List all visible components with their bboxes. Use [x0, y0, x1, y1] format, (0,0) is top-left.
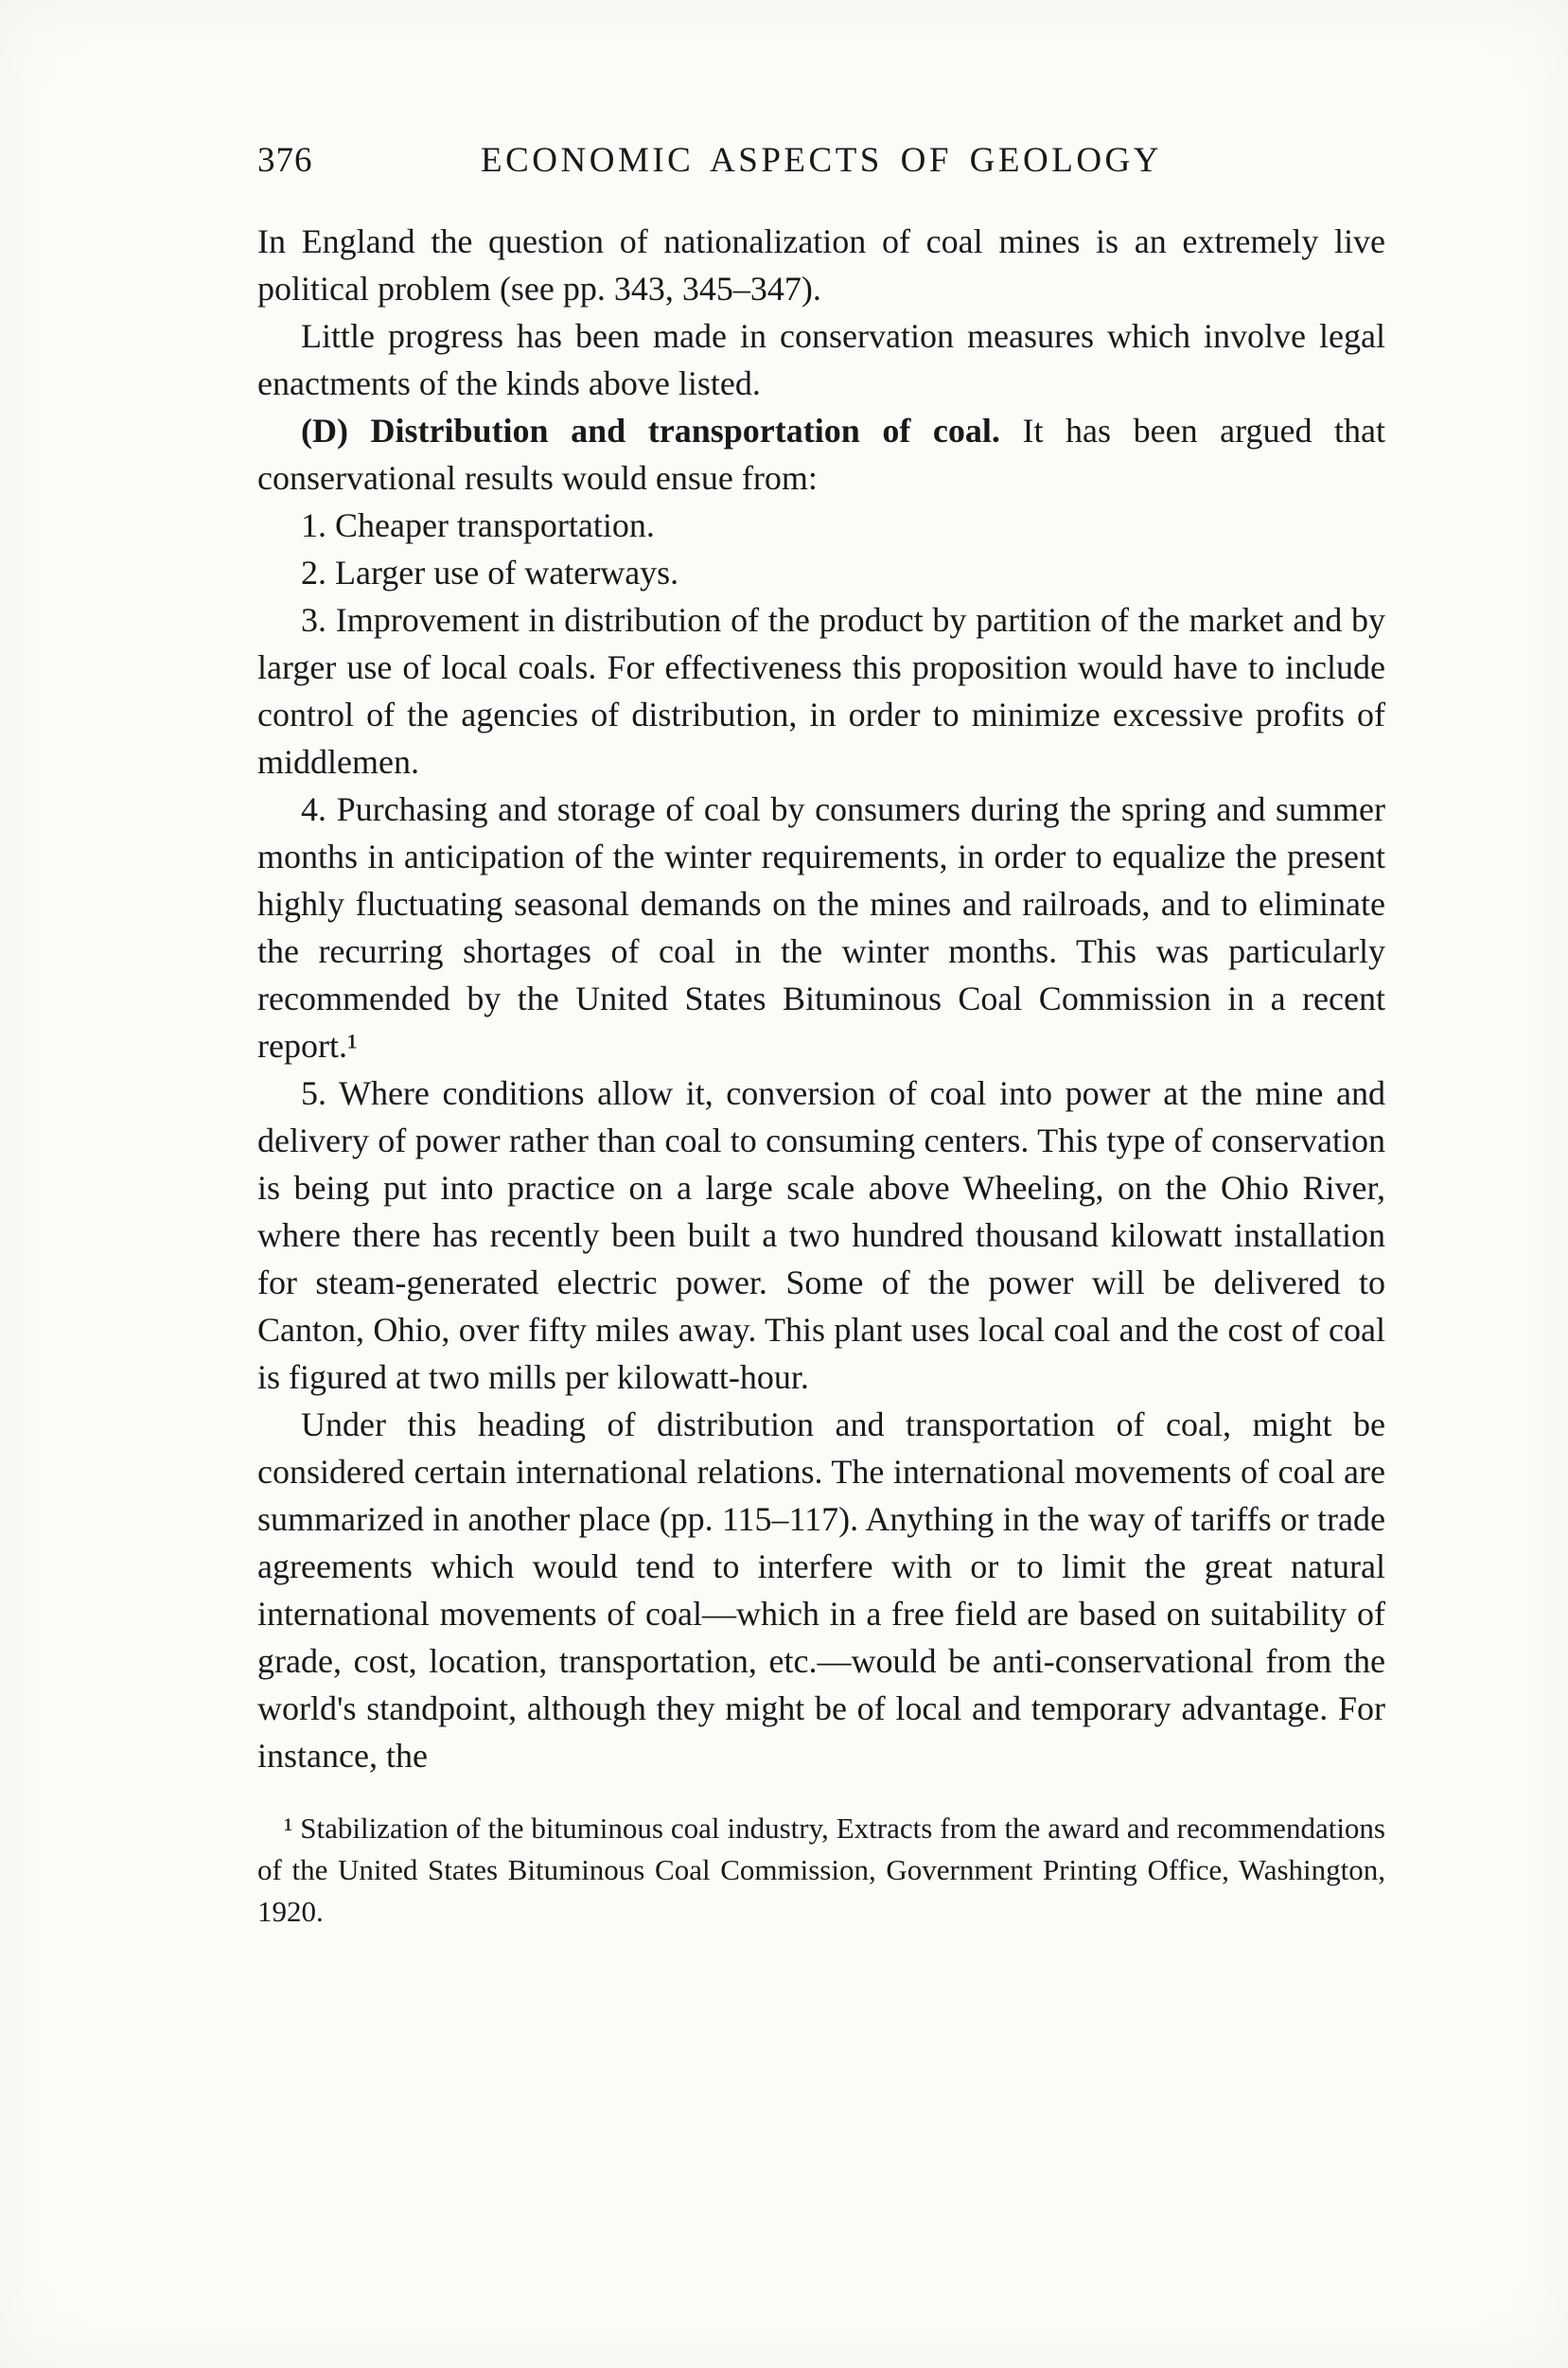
list-item-3: 3. Improvement in distribution of the product by partition of the market and by larger use of local coals. For effectiveness this proposition would have to include control of the agencies of distribution, in order to minimize excessive profits of middlemen.	[257, 601, 1385, 781]
page-number: 376	[257, 141, 313, 180]
paragraph-nationalization: In England the question of nationalization of coal mines is an extremely live political problem (see pp. 343, 345–347).	[257, 222, 1385, 308]
bold-section-lead: (D) Distribution and transportation of coal.	[301, 412, 1000, 450]
footnote: ¹ Stabilization of the bituminous coal industry, Extracts from the award and recommendations of the United States Bituminous Coal Commission, Government Printing Office, Washington, 1920.	[257, 1811, 1385, 1928]
paragraph-little-progress: Little progress has been made in conservation measures which involve legal enactments of the kinds above listed.	[257, 317, 1385, 402]
running-header-title: ECONOMIC ASPECTS OF GEOLOGY	[481, 141, 1162, 180]
list-item-4: 4. Purchasing and storage of coal by consumers during the spring and summer months in anticipation of the winter requirements, in order to equalize the present highly fluctuating seasonal demands on the mines and railroads, and to eliminate the recurring shortages of coal in the winter months. This was particularly recommended by the United States Bituminous Coal Commission in a recent report.¹	[257, 790, 1385, 1065]
running-header	[257, 140, 1385, 186]
list-item-2: 2. Larger use of waterways.	[301, 554, 679, 592]
paragraph-distribution-heading	[257, 407, 1385, 502]
paragraph-heading-text: It has been argued that conservational results would ensue from:	[257, 412, 1385, 497]
list-item-1: 1. Cheaper transportation.	[301, 506, 655, 544]
list-item-5: 5. Where conditions allow it, conversion of coal into power at the mine and delivery of power rather than coal to consuming centers. This type of conservation is being put into practice on a large scale above Wheeling, on the Ohio River, where there has recently been built a two hundred thousand kilowatt installation for steam-generated electric power. Some of the power will be delivered to Canton, Ohio, over fifty miles away. This plant uses local coal and the cost of coal is figured at two mills per kilowatt-hour.	[257, 1074, 1385, 1396]
page-body	[257, 218, 1385, 1779]
page-content	[257, 140, 1385, 1933]
paragraph-international-relations: Under this heading of distribution and transportation of coal, might be considered certain international relations. The international movements of coal are summarized in another place (pp. 115–117). Anything in the way of tariffs or trade agreements which would tend to interfere with or to limit the great natural international movements of coal—which in a free field are based on suitability of grade, cost, location, transportation, etc.—would be anti-conservational from the world's standpoint, although they might be of local and temporary advantage. For instance, the	[257, 1405, 1385, 1775]
